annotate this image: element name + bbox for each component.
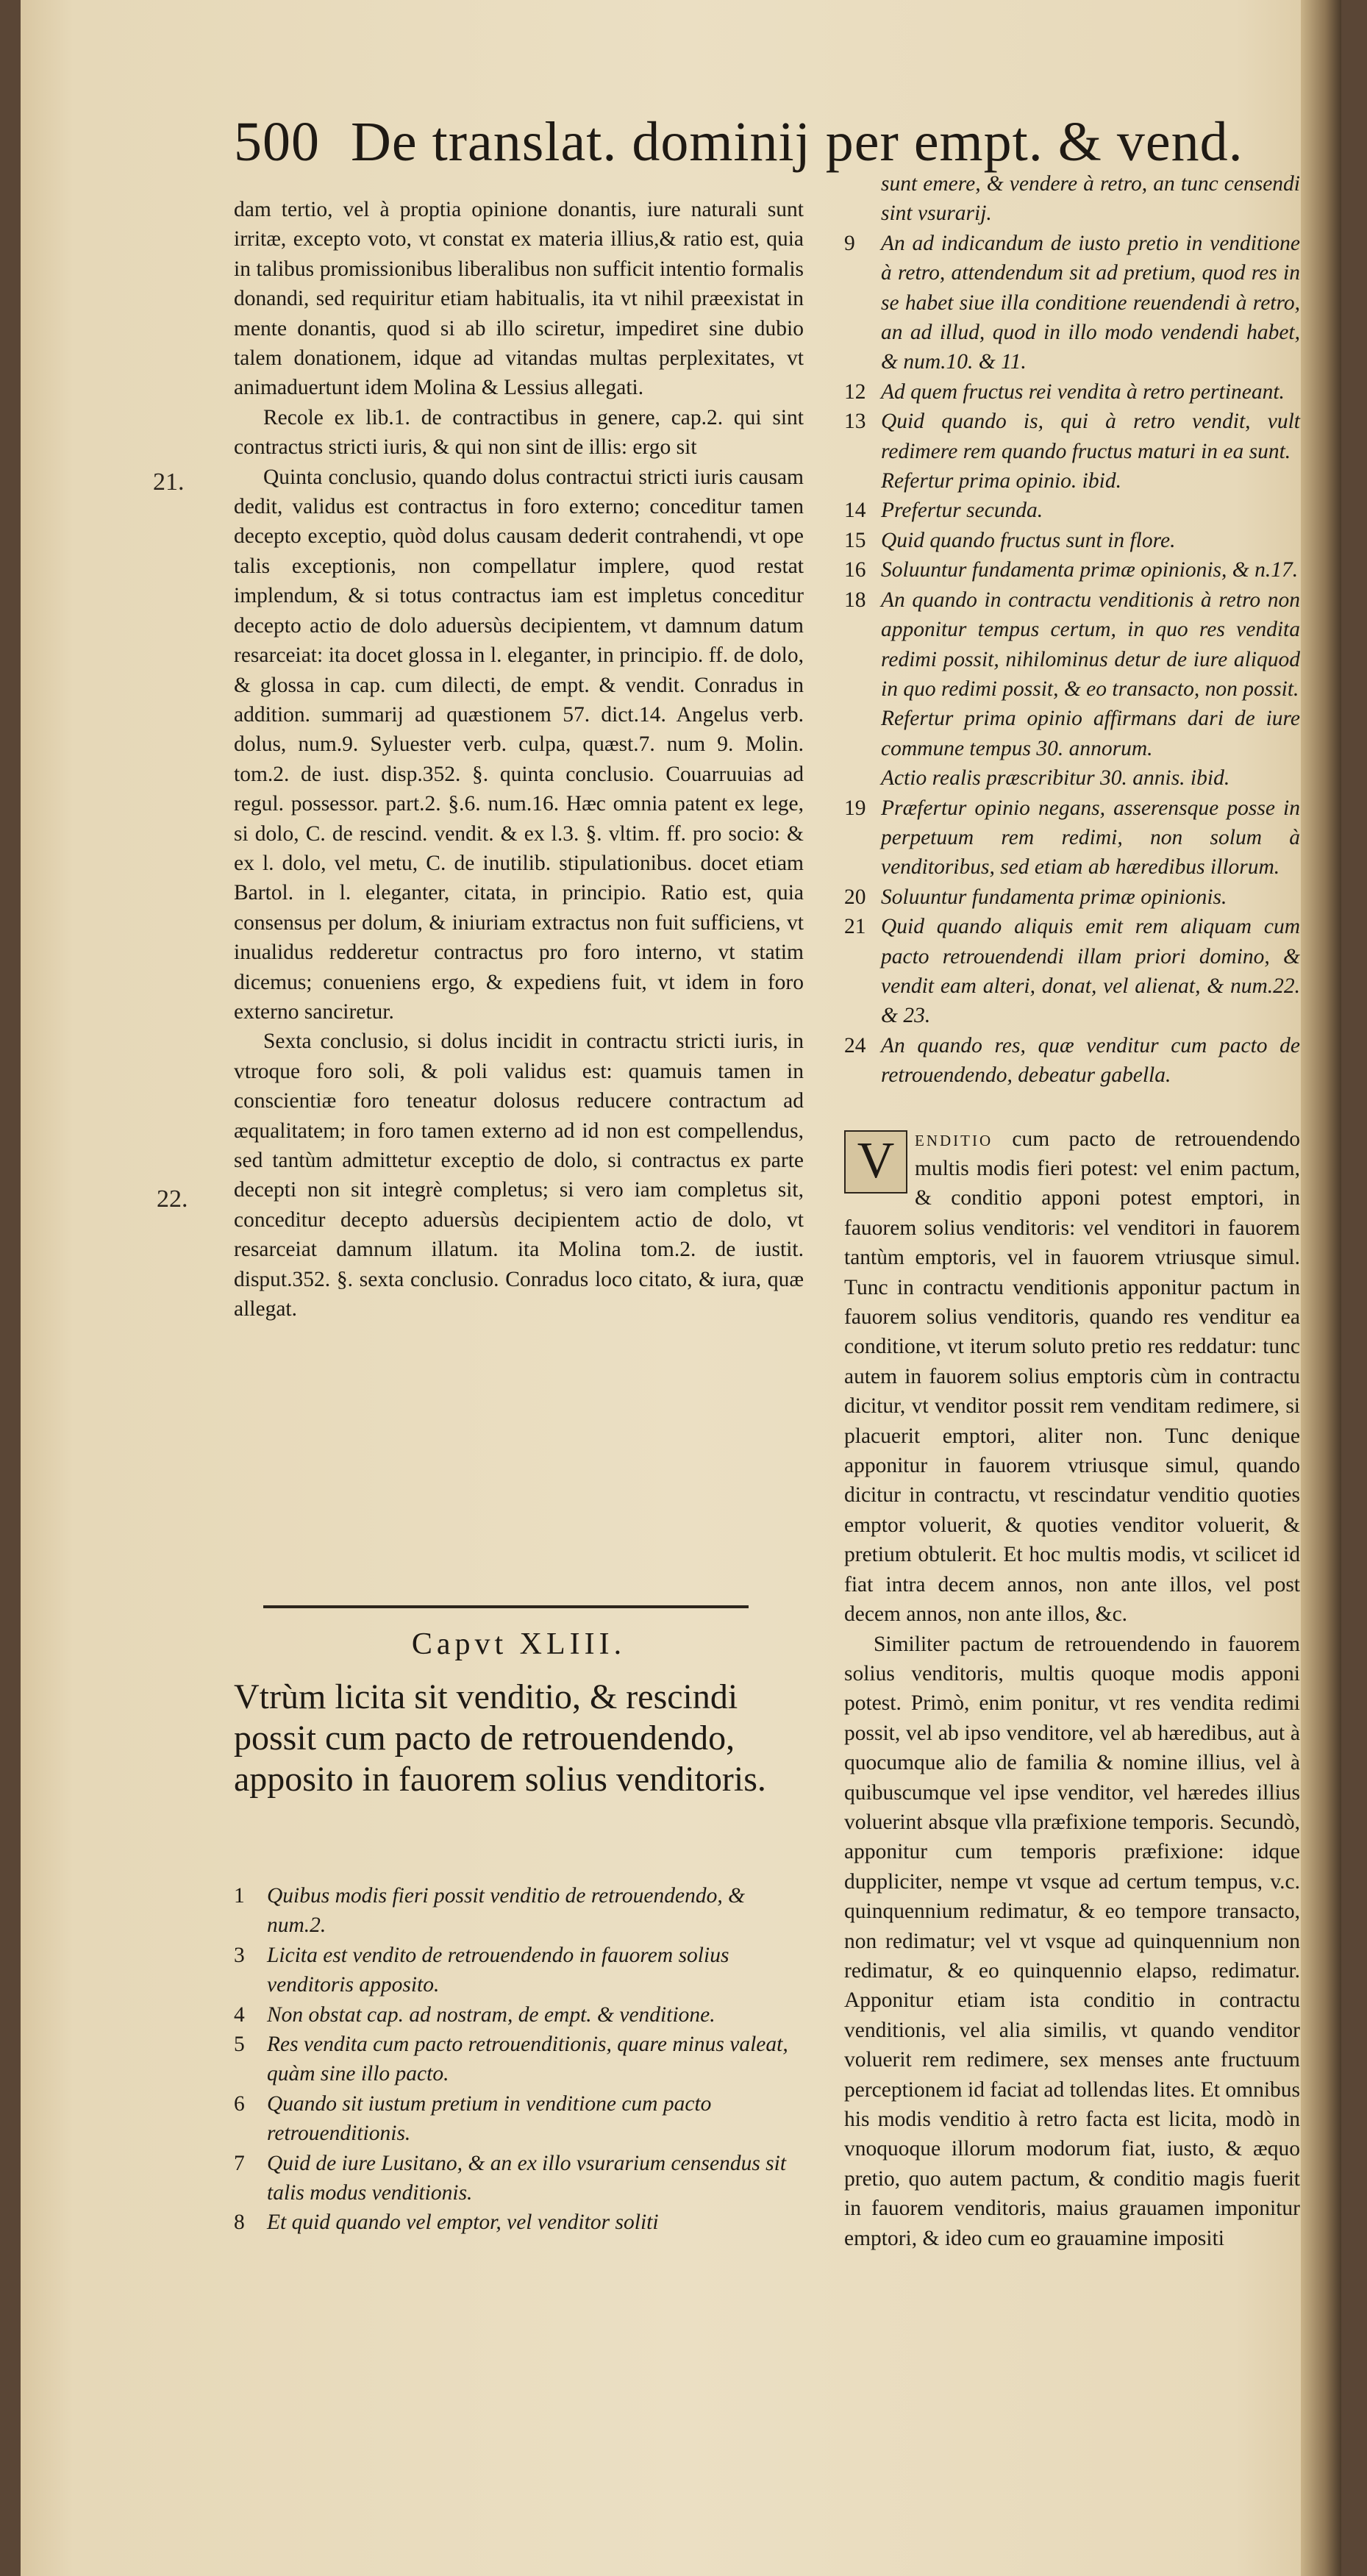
chapter-title: Vtrùm licita sit venditio, & rescindi possit cum pacto de retrouendendo, apposito in fauorem solius venditoris. [234, 1677, 766, 1799]
chapter-summary-left [234, 1881, 804, 2238]
summary-item: 15 Quid quando fructus sunt in flore. [844, 528, 1176, 552]
chapter-rule [263, 1605, 749, 1608]
summary-item: 7 Quid de iure Lusitano, & an ex illo vsurarium censendus sit talis modus venditionis. [234, 2151, 787, 2205]
drop-cap: V [844, 1130, 907, 1194]
summary-item: Refertur prima opinio. ibid. [881, 469, 1121, 493]
summary-item: 9 An ad indicandum de iusto pretio in venditione à retro, attendendum sit ad pretium, quod res in se habet siue illa conditione reuendendi à retro, an ad illud, quod in illo modo vendendi habet, & num.10. & 11. [844, 231, 1300, 374]
summary-item: 8 Et quid quando vel emptor, vel venditor soliti [234, 2211, 659, 2235]
summary-item: 13 Quid quando is, qui à retro vendit, vult redimere rem quando fructus maturi in ea sunt. [844, 410, 1300, 463]
summary-item: sunt emere, & vendere à retro, an tunc censendi sint vsurarij. [881, 172, 1300, 226]
summary-item: 3 Licita est vendito de retrouendendo in fauorem solius venditoris apposito. [234, 1943, 729, 1997]
left-paragraph-1: dam tertio, vel à proptia opinione donantis, iure naturali sunt irritæ, excepto voto, vt constat ex materia illius,& ratio est, quia in talibus promissionibus liberalibus non sufficit intentio formalis donandi, sed requiritur etiam habitualis, ita vt nihil præexistat in mente donantis, quod si ab illo sciretur, impediret sine dubio talem donationem, idque ad vitandas multas perplexitates, vt animaduertunt idem Molina & Lessius allegati. [234, 198, 804, 400]
summary-item: 21 Quid quando aliquis emit rem aliquam cum pacto retrouendendi illam priori domino, & vendit eam alteri, donat, vel alienat, & num.22. & 23. [844, 915, 1300, 1028]
left-paragraph-3: Quinta conclusio, quando dolus contractui stricti iuris causam dedit, validus est contractus in foro externo; conceditur tamen decepto exceptio, quòd dolus causam dederit contrahendi, vt ope talis exceptionis, non compellatur implere, quod restat implendum, & si totus contractus iam est impletus conceditur decepto actio de dolo aduersùs decipientem, vt damnum datum resarceiat: ita docet glossa in l. eleganter, in principio. ff. de dolo, & glossa in cap. cum dilecti, de empt. & vendit. Conradus in addition. summarij ad quæstionem 57. dict.14. Angelus verb. dolus, num.9. Syluester verb. culpa, quæst.7. num 9. Molin. tom.2. de iust. disp.352. §. quinta conclusio. Couarruuias ad regul. possessor. part.2. §.6. num.16. Hæc omnia patent ex lege, si dolo, C. de rescind. vendit. & ex l.3. §. vltim. ff. pro socio: & ex l. dolo, vel metu, C. de inutilib. stipulationibus. docet etiam Bartol. in l. eleganter, citata, in principio. Ratio est, quia consensus per dolum, & iniuriam extractus non fuit sufficiens, vt inualidus redderetur contractus pro foro interno, vt statim dicemus; conueniens ergo, & expediens fuit, vt idem in foro externo sanciretur. [234, 465, 804, 1024]
summary-item: 16 Soluuntur fundamenta primæ opinionis, & n.17. [844, 558, 1299, 582]
running-header [234, 110, 1243, 174]
left-paragraph-2: Recole ex lib.1. de contractibus in genere, cap.2. qui sint contractus stricti iuris, & qui non sint de illis: ergo sit [234, 405, 804, 460]
summary-item: 4 Non obstat cap. ad nostram, de empt. & venditione. [234, 2002, 715, 2027]
summary-item: 12 Ad quem fructus rei vendita à retro pertineant. [844, 379, 1285, 404]
chapter-heading: Capvt XLIII. [411, 1627, 627, 1661]
margin-number-22: 22. [157, 1185, 188, 1213]
summary-item: 5 Res vendita cum pacto retrouenditionis, quare minus valeat, quàm sine illo pacto. [234, 2033, 788, 2086]
summary-item: Actio realis præscribitur 30. annis. ibid. [881, 766, 1230, 791]
summary-item: 24 An quando res, quæ venditur cum pacto de retrouendendo, debeatur gabella. [844, 1033, 1300, 1088]
body-paragraph-2: Similiter pactum de retrouendendo in fauorem solius venditoris, multis quoque modis apponi potest. Primò, enim ponitur, vt res vendita redimi possit, vel ab ipso venditore, vel ab hæredibus, aut à quocumque alio de familia & nomine illius, vel à quibuscumque vel ipse venditor, vel hæredes illius voluerint absque vlla præfixione temporis. Secundò, apponitur cum temporis præfixione: idque duppliciter, nempe vt vsque ad certum tempus, v.c. quinquennium redimatur, & eo tempore transacto, non redimatur; vel vt vsque ad quinquennium non redimatur, & eo quinquennio elapso, redimatur. Apponitur etiam ista conditio in contractu venditionis, vel alia similis, vt quando venditor voluerit rem redimere, sex menses ante fructuum perceptionem id faciat ad tollendas lites. Et omnibus his modis venditio à retro facta est licita, modò in vnoquoque illorum modorum fiat, iusto, & æquo pretio, quo autem pactum, & conditio magis fuerit in fauorem venditoris, maius grauamen imponitur emptori, & ideo cum eo grauamine impositi [844, 1632, 1300, 2250]
summary-item: 1 Quibus modis fieri possit venditio de retrouendendo, & num.2. [234, 1884, 746, 1938]
first-word: enditio [915, 1127, 993, 1151]
page-number: 500 [234, 111, 320, 173]
body-paragraph-1 [844, 1124, 1300, 1630]
summary-item: 19 Præfertur opinio negans, asserensque posse in perpetuum rem redimi, non solum à venditoribus, sed etiam ab hæredibus illorum. [844, 796, 1300, 880]
left-column [234, 195, 804, 1324]
summary-item: 18 An quando in contractu venditionis à retro non apponitur tempus certum, in quo res vendita redimi possit, nihilominus detur de iure aliquod in quo redimi possit, & eo transacto, non possit. [844, 588, 1300, 701]
summary-item: 6 Quando sit iustum pretium in venditione cum pacto retrouenditionis. [234, 2091, 712, 2146]
left-paragraph-4: Sexta conclusio, si dolus incidit in contractu stricti iuris, in vtroque foro soli, & poli validus est: quamuis tamen in conscientiæ foro teneatur dolosus reducere contractum ad æqualitatem; in foro tamen externo ad id non est compellendus, sed tantùm admittetur exceptio de dolo, si contractus ex parte decepti non sit integrè completus; si vero iam completus sit, conceditur decepto aduersùs decipientem actio de dolo, vt resarceiat damnum illatum. ita Molina tom.2. de iustit. disput.352. §. sexta conclusio. Conradus loco citato, & iura, quæ allegat. [234, 1030, 804, 1321]
body-text-1: cum pacto de retrouendendo multis modis fieri potest: vel enim pactum, & conditio apponi potest emptori, in fauorem solius venditoris: vel venditori in fauorem tantùm emptoris, vel in fauorem vtriusque simul. Tunc in contractu venditionis apponitur pactum in fauorem solius venditoris, quando res venditur ea conditione, vt iterum soluto pretio res reddatur: tunc autem in fauorem solius emptoris cùm in contractu dicitur, vt venditor possit rem venditam redimere, si placuerit emptori, aliter non. Tunc denique apponitur in fauorem vtriusque simul, quando dicitur in contractu, vt rescindatur venditio quoties emptor voluerit, & quoties venditor voluerit, & pretium obtulerit. Et hoc multis modis, vt scilicet id fiat intra decem annos, non ante illos, vel post decem annos, non ante illos, &c. [844, 1127, 1301, 1627]
summary-item: Refertur prima opinio affirmans dari de iure commune tempus 30. annorum. [881, 707, 1300, 760]
page-edge-shadow [1301, 0, 1341, 2576]
running-title: De translat. dominij per empt. & vend. [351, 111, 1243, 173]
book-page [21, 0, 1341, 2576]
summary-item: 20 Soluuntur fundamenta primæ opinionis. [844, 885, 1227, 909]
summary-item: 14 Prefertur secunda. [844, 499, 1043, 523]
right-column [844, 168, 1300, 2253]
chapter-summary-right [844, 169, 1300, 1091]
margin-number-21: 21. [153, 468, 185, 496]
